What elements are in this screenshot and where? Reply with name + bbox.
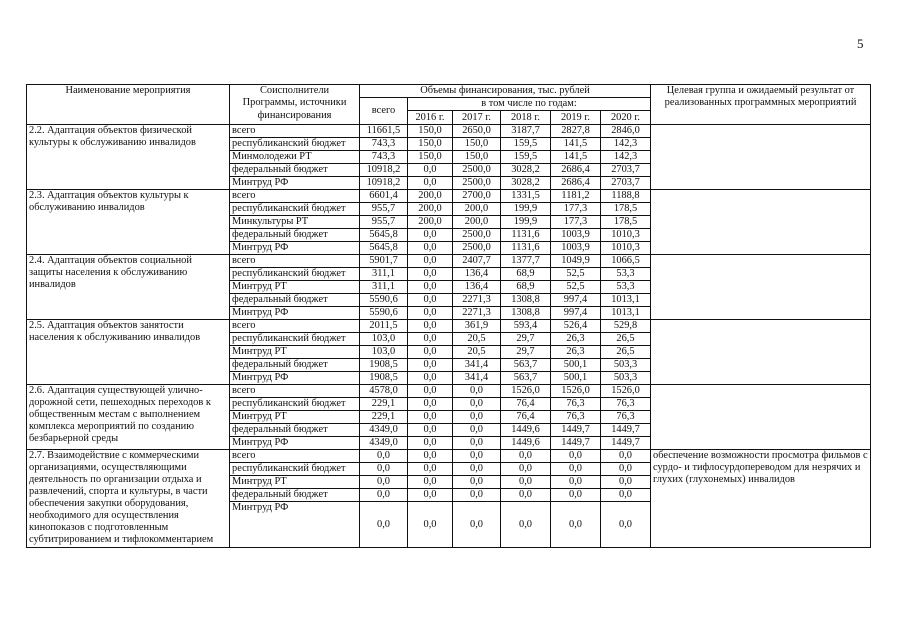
funding-source: Минтруд РФ: [230, 502, 360, 548]
value-2016: 0,0: [408, 333, 453, 346]
funding-source: всего: [230, 385, 360, 398]
value-total: 103,0: [360, 333, 408, 346]
value-2019: 1449,7: [551, 424, 601, 437]
value-2018: 563,7: [501, 359, 551, 372]
activity-name: 2.7. Взаимодействие с коммерческими организациями, осуществляющими деятельность по организации отдыха и развлечений, спорта и культуры, в части обеспечения закупки оборудования, необходимого для осуществления кинопоказов с подготовленным субтитрированием и тифлокомментарием: [27, 450, 230, 548]
value-2019: 0,0: [551, 502, 601, 548]
expected-result: обеспечение возможности просмотра фильмов с сурдо- и тифлосурдопереводом для незрячих и глухих (глухонемых) инвалидов: [651, 450, 871, 548]
value-total: 955,7: [360, 203, 408, 216]
value-2016: 0,0: [408, 372, 453, 385]
value-2020: 0,0: [601, 463, 651, 476]
header-total: всего: [360, 98, 408, 125]
header-year-2016: 2016 г.: [408, 111, 453, 125]
value-2016: 0,0: [408, 385, 453, 398]
value-2018: 29,7: [501, 346, 551, 359]
value-2016: 200,0: [408, 190, 453, 203]
value-2019: 52,5: [551, 281, 601, 294]
table-row: [27, 255, 871, 268]
value-2016: 0,0: [408, 450, 453, 463]
value-2018: 199,9: [501, 216, 551, 229]
funding-source: республиканский бюджет: [230, 398, 360, 411]
value-2018: 1377,7: [501, 255, 551, 268]
value-2019: 1526,0: [551, 385, 601, 398]
value-2020: 1013,1: [601, 294, 651, 307]
value-2018: 3028,2: [501, 164, 551, 177]
value-2020: 178,5: [601, 203, 651, 216]
value-2018: 68,9: [501, 268, 551, 281]
value-2020: 142,3: [601, 138, 651, 151]
value-2017: 136,4: [453, 281, 501, 294]
value-2018: 1449,6: [501, 424, 551, 437]
funding-source: федеральный бюджет: [230, 359, 360, 372]
value-total: 0,0: [360, 476, 408, 489]
value-2016: 0,0: [408, 463, 453, 476]
header-year-2017: 2017 г.: [453, 111, 501, 125]
value-2017: 2500,0: [453, 229, 501, 242]
value-total: 10918,2: [360, 177, 408, 190]
value-2017: 2407,7: [453, 255, 501, 268]
value-total: 10918,2: [360, 164, 408, 177]
value-total: 311,1: [360, 281, 408, 294]
value-2019: 52,5: [551, 268, 601, 281]
value-2018: 563,7: [501, 372, 551, 385]
value-2019: 997,4: [551, 307, 601, 320]
funding-source: Минмолодежи РТ: [230, 151, 360, 164]
value-2020: 503,3: [601, 359, 651, 372]
value-2019: 0,0: [551, 489, 601, 502]
value-2016: 0,0: [408, 489, 453, 502]
value-2016: 0,0: [408, 294, 453, 307]
value-2017: 200,0: [453, 216, 501, 229]
value-2018: 1131,6: [501, 229, 551, 242]
funding-source: Минтруд РТ: [230, 281, 360, 294]
funding-source: федеральный бюджет: [230, 229, 360, 242]
value-2019: 177,3: [551, 216, 601, 229]
value-2016: 200,0: [408, 203, 453, 216]
value-2019: 2827,8: [551, 125, 601, 138]
value-2017: 2650,0: [453, 125, 501, 138]
value-total: 5645,8: [360, 229, 408, 242]
value-total: 4349,0: [360, 437, 408, 450]
value-2016: 0,0: [408, 164, 453, 177]
value-total: 5590,6: [360, 294, 408, 307]
value-2019: 26,3: [551, 333, 601, 346]
value-2020: 142,3: [601, 151, 651, 164]
value-total: 5901,7: [360, 255, 408, 268]
value-2020: 503,3: [601, 372, 651, 385]
value-2017: 361,9: [453, 320, 501, 333]
value-2017: 2500,0: [453, 164, 501, 177]
table-row: [27, 320, 871, 333]
activity-name: 2.6. Адаптация существующей улично-дорожной сети, пешеходных переходов к общественным местам с выполнением комплекса мероприятий по созданию безбарьерной среды: [27, 385, 230, 450]
funding-source: федеральный бюджет: [230, 164, 360, 177]
page-number: 5: [857, 36, 864, 51]
funding-source: Минкультуры РТ: [230, 216, 360, 229]
value-2020: 178,5: [601, 216, 651, 229]
funding-source: федеральный бюджет: [230, 424, 360, 437]
value-2018: 1308,8: [501, 294, 551, 307]
funding-source: республиканский бюджет: [230, 463, 360, 476]
value-2017: 2500,0: [453, 242, 501, 255]
funding-source: всего: [230, 190, 360, 203]
value-2019: 26,3: [551, 346, 601, 359]
activity-name: 2.4. Адаптация объектов социальной защиты населения к обслуживанию инвалидов: [27, 255, 230, 320]
value-total: 229,1: [360, 411, 408, 424]
value-2017: 2500,0: [453, 177, 501, 190]
value-2016: 0,0: [408, 359, 453, 372]
value-2016: 150,0: [408, 138, 453, 151]
value-total: 743,3: [360, 138, 408, 151]
expected-result: [651, 385, 871, 450]
value-2020: 53,3: [601, 281, 651, 294]
value-2020: 0,0: [601, 502, 651, 548]
table-header: [27, 85, 871, 125]
value-2016: 0,0: [408, 268, 453, 281]
value-2020: 76,3: [601, 398, 651, 411]
value-2019: 1049,9: [551, 255, 601, 268]
value-2020: 1188,8: [601, 190, 651, 203]
activity-name: 2.5. Адаптация объектов занятости населения к обслуживанию инвалидов: [27, 320, 230, 385]
value-2017: 0,0: [453, 437, 501, 450]
value-2019: 500,1: [551, 359, 601, 372]
funding-source: Минтруд РФ: [230, 437, 360, 450]
funding-source: всего: [230, 320, 360, 333]
value-total: 1908,5: [360, 359, 408, 372]
value-2019: 76,3: [551, 398, 601, 411]
value-2018: 199,9: [501, 203, 551, 216]
value-2018: 0,0: [501, 463, 551, 476]
value-2018: 76,4: [501, 411, 551, 424]
value-2020: 26,5: [601, 333, 651, 346]
value-2019: 0,0: [551, 450, 601, 463]
value-total: 0,0: [360, 502, 408, 548]
value-2017: 2271,3: [453, 294, 501, 307]
value-2020: 0,0: [601, 489, 651, 502]
value-total: 5645,8: [360, 242, 408, 255]
funding-source: Минтруд РФ: [230, 177, 360, 190]
table-row: [27, 125, 871, 138]
value-2017: 0,0: [453, 502, 501, 548]
table-body: [27, 125, 871, 548]
value-total: 2011,5: [360, 320, 408, 333]
value-2017: 0,0: [453, 463, 501, 476]
value-2019: 1181,2: [551, 190, 601, 203]
funding-source: Минтруд РФ: [230, 372, 360, 385]
value-2018: 1331,5: [501, 190, 551, 203]
value-total: 5590,6: [360, 307, 408, 320]
value-2019: 0,0: [551, 476, 601, 489]
value-2020: 0,0: [601, 476, 651, 489]
funding-source: всего: [230, 255, 360, 268]
value-total: 0,0: [360, 450, 408, 463]
funding-source: республиканский бюджет: [230, 138, 360, 151]
value-2019: 1003,9: [551, 229, 601, 242]
value-2016: 0,0: [408, 229, 453, 242]
value-2018: 3187,7: [501, 125, 551, 138]
value-2016: 0,0: [408, 255, 453, 268]
value-2018: 1131,6: [501, 242, 551, 255]
value-2016: 0,0: [408, 320, 453, 333]
value-2016: 200,0: [408, 216, 453, 229]
value-2017: 0,0: [453, 398, 501, 411]
value-2018: 593,4: [501, 320, 551, 333]
value-total: 11661,5: [360, 125, 408, 138]
value-2016: 0,0: [408, 177, 453, 190]
value-2018: 0,0: [501, 502, 551, 548]
value-2020: 1526,0: [601, 385, 651, 398]
value-2020: 76,3: [601, 411, 651, 424]
value-2018: 29,7: [501, 333, 551, 346]
value-2020: 1449,7: [601, 437, 651, 450]
expected-result: [651, 190, 871, 255]
value-2017: 150,0: [453, 138, 501, 151]
expected-result: [651, 320, 871, 385]
value-2020: 529,8: [601, 320, 651, 333]
financing-table: [26, 84, 871, 548]
value-total: 4578,0: [360, 385, 408, 398]
value-2020: 1013,1: [601, 307, 651, 320]
table-row: [27, 190, 871, 203]
value-total: 743,3: [360, 151, 408, 164]
funding-source: Минтруд РТ: [230, 346, 360, 359]
value-total: 311,1: [360, 268, 408, 281]
value-total: 103,0: [360, 346, 408, 359]
value-total: 229,1: [360, 398, 408, 411]
value-2016: 0,0: [408, 398, 453, 411]
funding-source: республиканский бюджет: [230, 203, 360, 216]
value-total: 0,0: [360, 463, 408, 476]
value-2017: 341,4: [453, 372, 501, 385]
value-2016: 0,0: [408, 424, 453, 437]
value-2017: 0,0: [453, 411, 501, 424]
value-2019: 2686,4: [551, 164, 601, 177]
value-2017: 2271,3: [453, 307, 501, 320]
header-source: Соисполнители Программы, источники финансирования: [230, 85, 360, 125]
value-2018: 1526,0: [501, 385, 551, 398]
value-2017: 200,0: [453, 203, 501, 216]
value-2017: 0,0: [453, 424, 501, 437]
value-2019: 177,3: [551, 203, 601, 216]
value-2016: 150,0: [408, 151, 453, 164]
value-2016: 0,0: [408, 242, 453, 255]
funding-source: федеральный бюджет: [230, 294, 360, 307]
funding-source: Минтруд РТ: [230, 476, 360, 489]
value-2019: 2686,4: [551, 177, 601, 190]
value-2019: 76,3: [551, 411, 601, 424]
value-2018: 159,5: [501, 138, 551, 151]
funding-source: Минтруд РТ: [230, 411, 360, 424]
value-2020: 1066,5: [601, 255, 651, 268]
value-2017: 20,5: [453, 346, 501, 359]
value-2016: 0,0: [408, 437, 453, 450]
funding-source: республиканский бюджет: [230, 333, 360, 346]
value-2019: 1449,7: [551, 437, 601, 450]
header-financing: Объемы финансирования, тыс. рублей: [360, 85, 651, 98]
funding-source: всего: [230, 125, 360, 138]
table-row: [27, 450, 871, 463]
value-2019: 997,4: [551, 294, 601, 307]
table-row: [27, 385, 871, 398]
header-year-2019: 2019 г.: [551, 111, 601, 125]
value-2017: 0,0: [453, 450, 501, 463]
value-total: 4349,0: [360, 424, 408, 437]
value-2019: 1003,9: [551, 242, 601, 255]
value-2017: 0,0: [453, 489, 501, 502]
activity-name: 2.3. Адаптация объектов культуры к обслуживанию инвалидов: [27, 190, 230, 255]
value-2016: 0,0: [408, 307, 453, 320]
value-2017: 0,0: [453, 385, 501, 398]
value-2019: 526,4: [551, 320, 601, 333]
value-2017: 2700,0: [453, 190, 501, 203]
value-2020: 1449,7: [601, 424, 651, 437]
value-total: 1908,5: [360, 372, 408, 385]
value-2018: 0,0: [501, 450, 551, 463]
value-2018: 159,5: [501, 151, 551, 164]
funding-source: федеральный бюджет: [230, 489, 360, 502]
header-year-2018: 2018 г.: [501, 111, 551, 125]
value-2016: 0,0: [408, 502, 453, 548]
value-2020: 1010,3: [601, 242, 651, 255]
value-2018: 0,0: [501, 489, 551, 502]
value-2020: 53,3: [601, 268, 651, 281]
value-2020: 26,5: [601, 346, 651, 359]
value-2017: 20,5: [453, 333, 501, 346]
value-2020: 2846,0: [601, 125, 651, 138]
value-2018: 68,9: [501, 281, 551, 294]
value-total: 0,0: [360, 489, 408, 502]
funding-source: всего: [230, 450, 360, 463]
header-year-2020: 2020 г.: [601, 111, 651, 125]
header-result: Целевая группа и ожидаемый результат от реализованных программных мероприятий: [651, 85, 871, 125]
value-2018: 3028,2: [501, 177, 551, 190]
value-2016: 150,0: [408, 125, 453, 138]
value-2020: 1010,3: [601, 229, 651, 242]
value-2017: 0,0: [453, 476, 501, 489]
value-2018: 1308,8: [501, 307, 551, 320]
value-2017: 150,0: [453, 151, 501, 164]
value-2016: 0,0: [408, 346, 453, 359]
value-2020: 0,0: [601, 450, 651, 463]
value-2016: 0,0: [408, 411, 453, 424]
value-total: 6601,4: [360, 190, 408, 203]
expected-result: [651, 125, 871, 190]
value-2017: 136,4: [453, 268, 501, 281]
funding-source: республиканский бюджет: [230, 268, 360, 281]
value-2018: 76,4: [501, 398, 551, 411]
value-2016: 0,0: [408, 476, 453, 489]
funding-source: Минтруд РФ: [230, 307, 360, 320]
expected-result: [651, 255, 871, 320]
value-2019: 141,5: [551, 138, 601, 151]
header-by-years: в том числе по годам:: [408, 98, 651, 111]
activity-name: 2.2. Адаптация объектов физической культуры к обслуживанию инвалидов: [27, 125, 230, 190]
funding-source: Минтруд РФ: [230, 242, 360, 255]
value-2020: 2703,7: [601, 177, 651, 190]
value-2017: 341,4: [453, 359, 501, 372]
value-total: 955,7: [360, 216, 408, 229]
value-2019: 141,5: [551, 151, 601, 164]
value-2018: 1449,6: [501, 437, 551, 450]
value-2018: 0,0: [501, 476, 551, 489]
value-2016: 0,0: [408, 281, 453, 294]
value-2019: 0,0: [551, 463, 601, 476]
value-2020: 2703,7: [601, 164, 651, 177]
header-name: Наименование мероприятия: [27, 85, 230, 125]
value-2019: 500,1: [551, 372, 601, 385]
